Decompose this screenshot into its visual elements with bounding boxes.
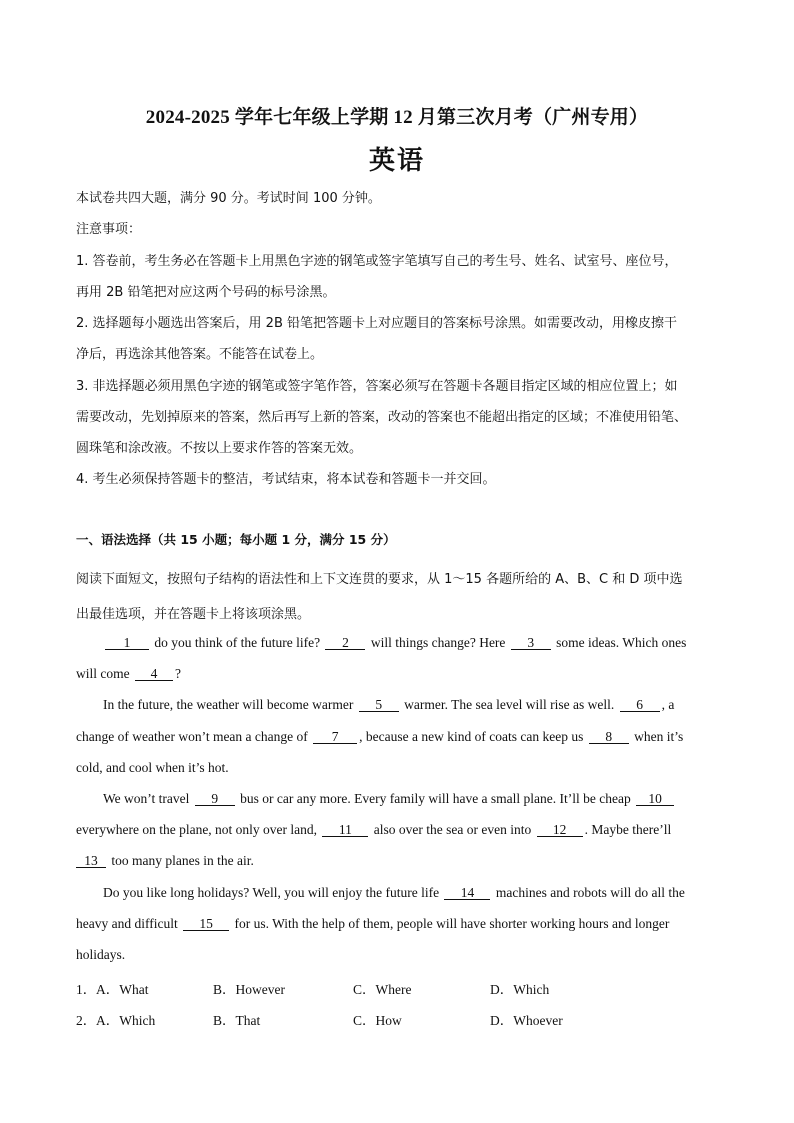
- blank-11: 11: [322, 823, 368, 837]
- notice-line: 3. 非选择题必须用黑色字迹的钢笔或签字笔作答，答案必须写在答题卡各题目指定区域的相应位置上；如: [76, 379, 678, 394]
- passage-text: will things change? Here: [370, 635, 506, 650]
- option-c: C．Where: [353, 982, 412, 997]
- option-a: A．What: [96, 982, 149, 997]
- passage-line: [103, 635, 763, 651]
- option-b: B．However: [213, 982, 285, 997]
- blank-13: 13: [76, 854, 106, 868]
- blank-5: 5: [359, 698, 399, 712]
- blank-12: 12: [537, 823, 583, 837]
- notice-heading: 注意事项：: [76, 222, 142, 237]
- passage-text: Do you like long holidays? Well, you will enjoy the future life: [103, 885, 440, 900]
- passage-line: [103, 885, 763, 901]
- passage-text: , a: [661, 697, 675, 712]
- blank-1: 1: [105, 636, 149, 650]
- passage-text: change of weather won’t mean a change of: [76, 729, 308, 744]
- passage-text: will come: [76, 666, 130, 681]
- option-b: B．That: [213, 1013, 261, 1028]
- passage-line: [76, 822, 736, 838]
- passage-text: do you think of the future life?: [154, 635, 321, 650]
- passage-line: [76, 729, 736, 745]
- passage-text: In the future, the weather will become warmer: [103, 697, 354, 712]
- passage-text: some ideas. Which ones: [556, 635, 687, 650]
- passage-text: too many planes in the air.: [111, 853, 254, 868]
- passage-line: [76, 916, 736, 932]
- option-c: C．How: [353, 1013, 402, 1028]
- blank-7: 7: [313, 730, 357, 744]
- passage-text: . Maybe there’ll: [584, 822, 672, 837]
- option-a: A．Which: [96, 1013, 156, 1028]
- passage-text: , because a new kind of coats can keep us: [359, 729, 584, 744]
- notice-line: 1. 答卷前，考生务必在答题卡上用黑色字迹的钢笔或签字笔填写自己的考生号、姓名、试室号、座位号，: [76, 254, 678, 269]
- blank-8: 8: [589, 730, 629, 744]
- passage-text: also over the sea or even into: [373, 822, 532, 837]
- passage-text: heavy and difficult: [76, 916, 178, 931]
- passage-line: [103, 697, 763, 713]
- notice-line: 再用 2B 铅笔把对应这两个号码的标号涂黑。: [76, 285, 336, 300]
- notice-line: 需要改动，先划掉原来的答案，然后再写上新的答案，改动的答案也不能超出指定的区域；不准使用铅笔、: [76, 410, 688, 425]
- directions-line: 阅读下面短文，按照句子结构的语法性和上下文连贯的要求，从 1～15 各题所给的 A、B、C 和 D 项中选: [76, 572, 683, 587]
- exam-summary: 本试卷共四大题，满分 90 分。考试时间 100 分钟。: [76, 191, 381, 206]
- passage-text: We won’t travel: [103, 791, 190, 806]
- passage-text: machines and robots will do all the: [495, 885, 685, 900]
- blank-10: 10: [636, 792, 674, 806]
- notice-line: 4. 考生必须保持答题卡的整洁，考试结束，将本试卷和答题卡一并交回。: [76, 472, 496, 487]
- passage-line: cold, and cool when it’s hot.: [76, 760, 229, 775]
- blank-2: 2: [325, 636, 365, 650]
- passage-text: when it’s: [634, 729, 684, 744]
- passage-text: everywhere on the plane, not only over land,: [76, 822, 318, 837]
- question-number: 2．: [76, 1013, 97, 1028]
- subject-title: 英语: [368, 146, 425, 175]
- blank-6: 6: [620, 698, 660, 712]
- passage-text: ?: [175, 666, 181, 681]
- question-number: 1．: [76, 982, 97, 997]
- exam-title: 2024-2025 学年七年级上学期 12 月第三次月考（广州专用）: [145, 107, 649, 128]
- passage-line: [76, 853, 736, 869]
- passage-line: [76, 666, 736, 682]
- section-heading: 一、语法选择（共 15 小题；每小题 1 分，满分 15 分）: [76, 532, 396, 547]
- passage-text: bus or car any more. Every family will have a small plane. It’ll be cheap: [240, 791, 631, 806]
- passage-line: [103, 791, 763, 807]
- notice-line: 净后，再选涂其他答案。不能答在试卷上。: [76, 347, 324, 362]
- passage-text: for us. With the help of them, people will have shorter working hours and longer: [234, 916, 670, 931]
- notice-line: 2. 选择题每小题选出答案后，用 2B 铅笔把答题卡上对应题目的答案标号涂黑。如需要改动，用橡皮擦干: [76, 316, 677, 331]
- passage-line: holidays.: [76, 947, 126, 962]
- blank-14: 14: [444, 886, 490, 900]
- option-d: D．Which: [490, 982, 550, 997]
- blank-9: 9: [195, 792, 235, 806]
- blank-15: 15: [183, 917, 229, 931]
- directions-line: 出最佳选项，并在答题卡上将该项涂黑。: [76, 607, 311, 622]
- blank-4: 4: [135, 667, 173, 681]
- option-d: D．Whoever: [490, 1013, 563, 1028]
- blank-3: 3: [511, 636, 551, 650]
- passage-text: warmer. The sea level will rise as well.: [404, 697, 615, 712]
- notice-line: 圆珠笔和涂改液。不按以上要求作答的答案无效。: [76, 441, 363, 456]
